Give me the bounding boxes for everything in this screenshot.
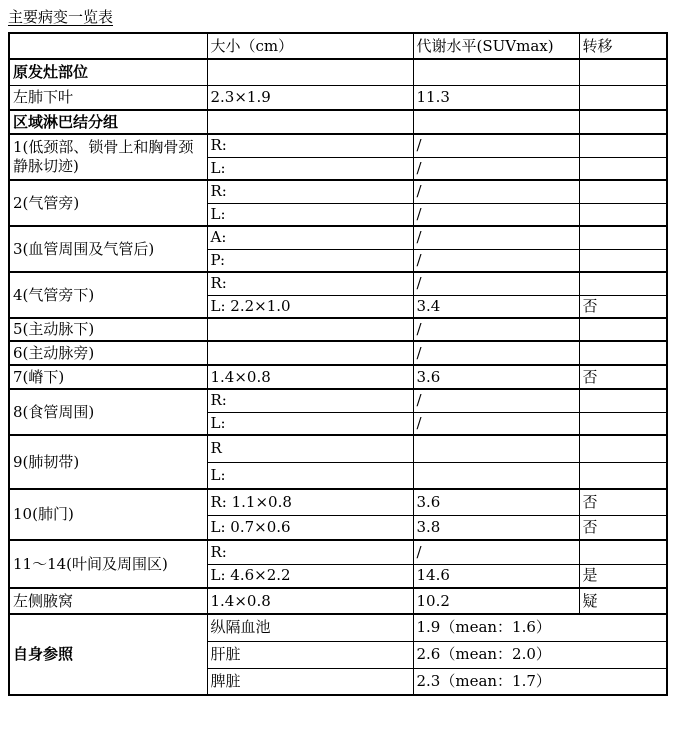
metastasis-value bbox=[579, 272, 667, 295]
table-row bbox=[9, 59, 667, 85]
metastasis-value: 否 bbox=[579, 515, 667, 540]
row-label: 10(肺门) bbox=[9, 489, 207, 540]
size-value: A: bbox=[207, 226, 413, 249]
row-label: 左侧腋窝 bbox=[9, 588, 207, 614]
size-value: L: bbox=[207, 157, 413, 180]
size-value: R: bbox=[207, 272, 413, 295]
size-value: L: 4.6×2.2 bbox=[207, 564, 413, 588]
lesion-overview-table bbox=[8, 32, 668, 696]
table-row bbox=[9, 110, 667, 134]
size-value: R: bbox=[207, 134, 413, 157]
table-row bbox=[9, 389, 667, 412]
metastasis-value bbox=[579, 180, 667, 203]
table-row bbox=[9, 588, 667, 614]
suv-value: / bbox=[413, 203, 579, 226]
suv-value bbox=[413, 59, 579, 85]
metastasis-value: 是 bbox=[579, 564, 667, 588]
header-metastasis: 转移 bbox=[579, 33, 667, 59]
suv-value: / bbox=[413, 134, 579, 157]
size-value: R: bbox=[207, 540, 413, 564]
size-value: R: bbox=[207, 180, 413, 203]
table-row bbox=[9, 134, 667, 157]
size-value: R: 1.1×0.8 bbox=[207, 489, 413, 515]
suv-value: 11.3 bbox=[413, 85, 579, 110]
metastasis-value: 疑 bbox=[579, 588, 667, 614]
suv-value: / bbox=[413, 412, 579, 435]
size-value: L: bbox=[207, 462, 413, 489]
size-value: R bbox=[207, 435, 413, 462]
metastasis-value bbox=[579, 157, 667, 180]
suv-value: / bbox=[413, 318, 579, 341]
metastasis-value bbox=[579, 341, 667, 365]
row-label: 6(主动脉旁) bbox=[9, 341, 207, 365]
metastasis-value bbox=[579, 412, 667, 435]
metastasis-value bbox=[579, 134, 667, 157]
row-label: 5(主动脉下) bbox=[9, 318, 207, 341]
size-value: 1.4×0.8 bbox=[207, 365, 413, 389]
header-empty-cell bbox=[9, 33, 207, 59]
size-value bbox=[207, 318, 413, 341]
size-value: L: bbox=[207, 412, 413, 435]
suv-value: 3.8 bbox=[413, 515, 579, 540]
metastasis-value bbox=[579, 203, 667, 226]
metastasis-value bbox=[579, 462, 667, 489]
row-label: 4(气管旁下) bbox=[9, 272, 207, 318]
reference-name: 肝脏 bbox=[207, 641, 413, 668]
table-row bbox=[9, 365, 667, 389]
table-row bbox=[9, 540, 667, 564]
row-label: 11～14(叶间及周围区) bbox=[9, 540, 207, 588]
suv-value: 3.6 bbox=[413, 365, 579, 389]
suv-value: / bbox=[413, 540, 579, 564]
table-row bbox=[9, 614, 667, 641]
size-value: P: bbox=[207, 249, 413, 272]
size-value: R: bbox=[207, 389, 413, 412]
suv-value bbox=[413, 110, 579, 134]
size-value bbox=[207, 110, 413, 134]
row-label: 8(食管周围) bbox=[9, 389, 207, 435]
suv-value: 3.4 bbox=[413, 295, 579, 318]
suv-value: 10.2 bbox=[413, 588, 579, 614]
reference-name: 纵隔血池 bbox=[207, 614, 413, 641]
table-row bbox=[9, 318, 667, 341]
suv-value: / bbox=[413, 157, 579, 180]
size-value bbox=[207, 59, 413, 85]
reference-value: 2.3（mean：1.7） bbox=[413, 668, 667, 695]
header-row bbox=[9, 33, 667, 59]
suv-value: / bbox=[413, 341, 579, 365]
row-label: 2(气管旁) bbox=[9, 180, 207, 226]
row-label: 7(嵴下) bbox=[9, 365, 207, 389]
suv-value: 14.6 bbox=[413, 564, 579, 588]
metastasis-value bbox=[579, 59, 667, 85]
metastasis-value bbox=[579, 110, 667, 134]
suv-value: / bbox=[413, 272, 579, 295]
header-size: 大小（cm） bbox=[207, 33, 413, 59]
metastasis-value bbox=[579, 226, 667, 249]
table-row bbox=[9, 180, 667, 203]
metastasis-value bbox=[579, 318, 667, 341]
metastasis-value bbox=[579, 249, 667, 272]
table-row bbox=[9, 435, 667, 462]
reference-value: 2.6（mean：2.0） bbox=[413, 641, 667, 668]
size-value: L: 0.7×0.6 bbox=[207, 515, 413, 540]
suv-value bbox=[413, 462, 579, 489]
metastasis-value bbox=[579, 435, 667, 462]
table-row bbox=[9, 489, 667, 515]
suv-value: / bbox=[413, 180, 579, 203]
size-value: L: 2.2×1.0 bbox=[207, 295, 413, 318]
size-value: 1.4×0.8 bbox=[207, 588, 413, 614]
row-label: 1(低颈部、锁骨上和胸骨颈静脉切迹) bbox=[9, 134, 207, 180]
row-label: 3(血管周围及气管后) bbox=[9, 226, 207, 272]
reference-name: 脾脏 bbox=[207, 668, 413, 695]
section-label: 自身参照 bbox=[9, 614, 207, 695]
reference-value: 1.9（mean：1.6） bbox=[413, 614, 667, 641]
section-label: 原发灶部位 bbox=[9, 59, 207, 85]
size-value: L: bbox=[207, 203, 413, 226]
section-label: 区域淋巴结分组 bbox=[9, 110, 207, 134]
suv-value: 3.6 bbox=[413, 489, 579, 515]
table-row bbox=[9, 272, 667, 295]
suv-value: / bbox=[413, 226, 579, 249]
header-suvmax: 代谢水平(SUVmax) bbox=[413, 33, 579, 59]
row-label: 9(肺韧带) bbox=[9, 435, 207, 489]
row-label: 左肺下叶 bbox=[9, 85, 207, 110]
metastasis-value: 否 bbox=[579, 365, 667, 389]
suv-value: / bbox=[413, 389, 579, 412]
metastasis-value: 否 bbox=[579, 295, 667, 318]
size-value: 2.3×1.9 bbox=[207, 85, 413, 110]
table-row bbox=[9, 85, 667, 110]
table-row bbox=[9, 341, 667, 365]
page-title: 主要病变一览表 bbox=[8, 8, 114, 26]
size-value bbox=[207, 341, 413, 365]
metastasis-value bbox=[579, 540, 667, 564]
metastasis-value: 否 bbox=[579, 489, 667, 515]
metastasis-value bbox=[579, 85, 667, 110]
metastasis-value bbox=[579, 389, 667, 412]
suv-value: / bbox=[413, 249, 579, 272]
table-row bbox=[9, 226, 667, 249]
suv-value bbox=[413, 435, 579, 462]
